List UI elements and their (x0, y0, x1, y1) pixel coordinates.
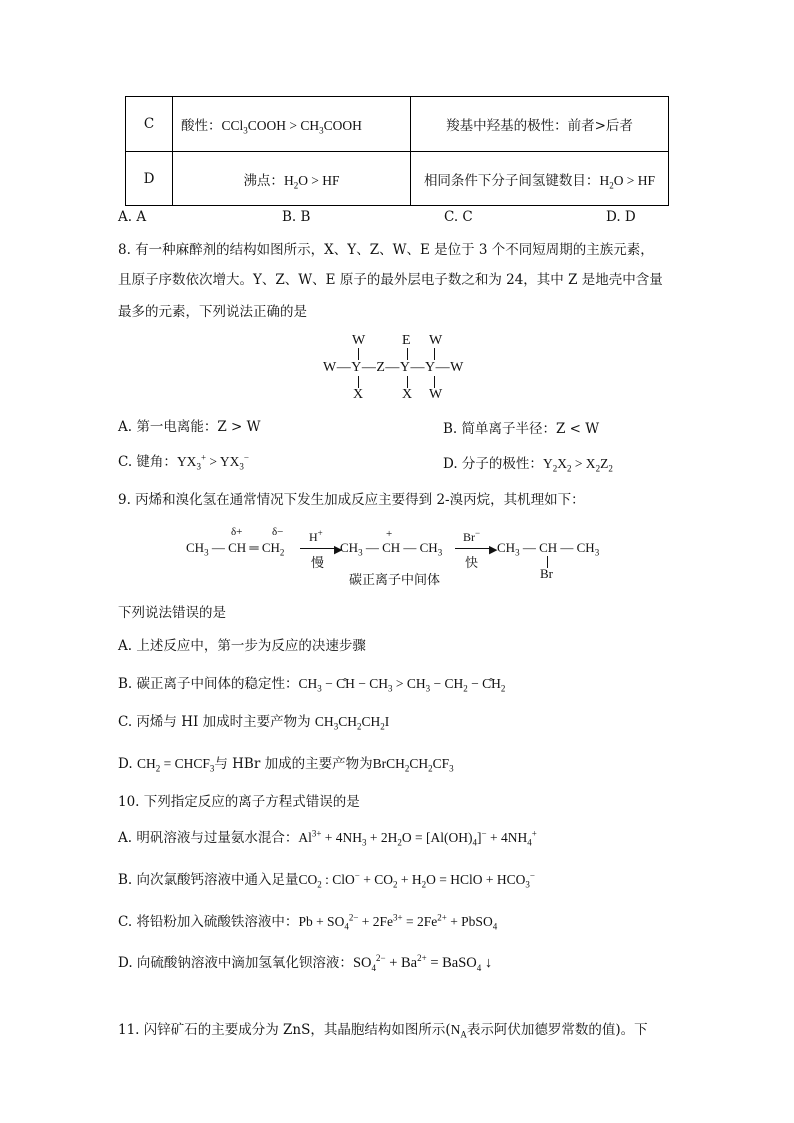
propene-formula: $CH_3$ — CH ═ $CH_2$ (186, 540, 285, 558)
q10-stem: 10. 下列指定反应的离子方程式错误的是 (118, 794, 360, 810)
q11-stem: 11. 闪锌矿石的主要成分为 ZnS，其晶胞结构如图所示($N_A$表示阿伏加德罗常数的值)。下 (118, 1022, 648, 1040)
table-row (126, 97, 669, 152)
q7-option-a: A. A (118, 209, 147, 225)
q10-option-d: D. 向硫酸钠溶液中滴加氢氧化钡溶液：$SO_4^{2-} + Ba^{2+}$ = BaSO$_4$ ↓ (118, 953, 493, 973)
q8-stem-2: 且原子序数依次增大。Y、Z、W、E 原子的最外层电子数之和为 24，其中 Z 是地壳中含量 (118, 272, 663, 288)
q9-question: 下列说法错误的是 (118, 605, 226, 621)
product-formula: $CH_3$ — CH — $CH_3$ (497, 540, 600, 558)
arrow-head: ▶ (489, 544, 498, 556)
structure-top-w2: W (429, 333, 443, 348)
arrow-shaft (300, 548, 338, 549)
q7-option-d: D. D (606, 209, 636, 225)
q8-stem-1: 8. 有一种麻醉剂的结构如图所示，X、Y、Z、W、E 是位于 3 个不同短周期的主族元素， (118, 242, 654, 258)
row-label: C (126, 97, 173, 152)
option-prefix: A. 明矾溶液与过量氨水混合： (118, 830, 299, 846)
br-minus-label: Br− (463, 528, 481, 544)
q8-option-d: D. 分子的极性：$Y_2X_2 > X_2Z_2$ (443, 456, 613, 474)
row-fact: 沸点：$H_2O$ > HF (173, 152, 411, 206)
slow-label: 慢 (311, 555, 325, 570)
delta-minus: δ− (272, 526, 284, 538)
q10-option-a: A. 明矾溶液与过量氨水混合：$Al^{3+} + 4NH_3 + 2H_2O = [Al(OH)_4]^- + 4NH_4^+$ (118, 828, 537, 848)
q8-stem-3: 最多的元素，下列说法正确的是 (118, 304, 307, 320)
option-prefix: D. 分子的极性： (443, 456, 543, 472)
h-plus-label: H+ (309, 528, 323, 544)
option-prefix: C. 将铅粉加入硫酸铁溶液中： (118, 914, 299, 930)
option-prefix: D. (118, 756, 133, 772)
structure-bot-x1: X (353, 387, 364, 402)
option-prefix: B. 碳正离子中间体的稳定性： (118, 676, 299, 692)
intermediate-label: 碳正离子中间体 (349, 573, 441, 588)
structure-main-chain: W—Y—Z—Y—Y—W (323, 360, 464, 375)
fact-text: 酸性：CCl$_3$COOH > $CH_3COOH$ (181, 118, 362, 136)
q10-option-c: C. 将铅粉加入硫酸铁溶液中：$Pb + SO_4^{2-} + 2Fe^{3+} = 2Fe^{2+}$ + PbSO$_4$ (118, 912, 498, 932)
bond (358, 348, 359, 360)
options-table (125, 96, 669, 206)
row-reason: 羧基中羟基的极性：前者>后者 (411, 97, 669, 152)
arrow-head: ▶ (334, 544, 343, 556)
q9-option-d: D. $CH_2$ = $CHCF_3$与 HBr 加成的主要产物为$BrCH_2CH_2CF_3$ (118, 756, 454, 774)
structure-bot-w: W (429, 387, 443, 402)
delta-plus: δ+ (231, 526, 243, 538)
bond (434, 348, 435, 360)
q10-option-b: B. 向次氯酸钙溶液中通入足量$CO_2$ : $ClO^- + CO_2 + H_2O$ = HClO + $HCO_3^-$ (118, 870, 535, 890)
q9-option-c: C. 丙烯与 HI 加成时主要产物为 $CH_3CH_2CH_2I$ (118, 714, 390, 732)
q11-stem-tail: 表示阿伏加德罗常数的值)。下 (466, 1022, 648, 1038)
fast-label: 快 (465, 555, 479, 570)
structure-top-e: E (402, 333, 411, 348)
arrow-shaft (455, 548, 493, 549)
option-mid-text: 与 HBr 加成的主要产物为 (214, 756, 373, 772)
q9-option-b: B. 碳正离子中间体的稳定性：$CH_3$ − C̊H − $CH_3 > CH_3 - CH_2$ − $C̊H_2$ (118, 676, 506, 694)
q9-stem: 9. 丙烯和溴化氢在通常情况下发生加成反应主要得到 2-溴丙烷，其机理如下： (118, 492, 585, 508)
structure-bot-x2: X (402, 387, 413, 402)
bond (407, 348, 408, 360)
structure-top-w1: W (352, 333, 366, 348)
br-substituent: Br (540, 566, 553, 581)
plus-charge: + (386, 528, 393, 540)
q8-option-c: C. 键角：$YX_3^+ > YX_3^-$ (118, 452, 249, 472)
table-row (126, 152, 669, 206)
option-prefix: D. 向硫酸钠溶液中滴加氢氧化钡溶液： (118, 955, 353, 971)
q7-option-c: C. C (444, 209, 473, 225)
q8-option-a: A. 第一电离能：Z > W (118, 419, 261, 435)
q8-option-b: B. 简单离子半径：Z < W (443, 421, 600, 437)
option-prefix: C. 键角： (118, 454, 177, 470)
q11-stem-text: 11. 闪锌矿石的主要成分为 ZnS，其晶胞结构如图所示( (118, 1022, 451, 1038)
q7-option-b: B. B (282, 209, 311, 225)
q9-option-a: A. 上述反应中，第一步为反应的决速步骤 (118, 638, 366, 654)
row-fact (173, 97, 411, 152)
row-label: D (126, 152, 173, 206)
row-reason: 相同条件下分子间氢键数目：$H_2O$ > HF (411, 152, 669, 206)
carbocation-formula: $CH_3$ — CH — $CH_3$ (340, 540, 443, 558)
option-prefix: B. 向次氯酸钙溶液中通入足量 (118, 872, 299, 888)
